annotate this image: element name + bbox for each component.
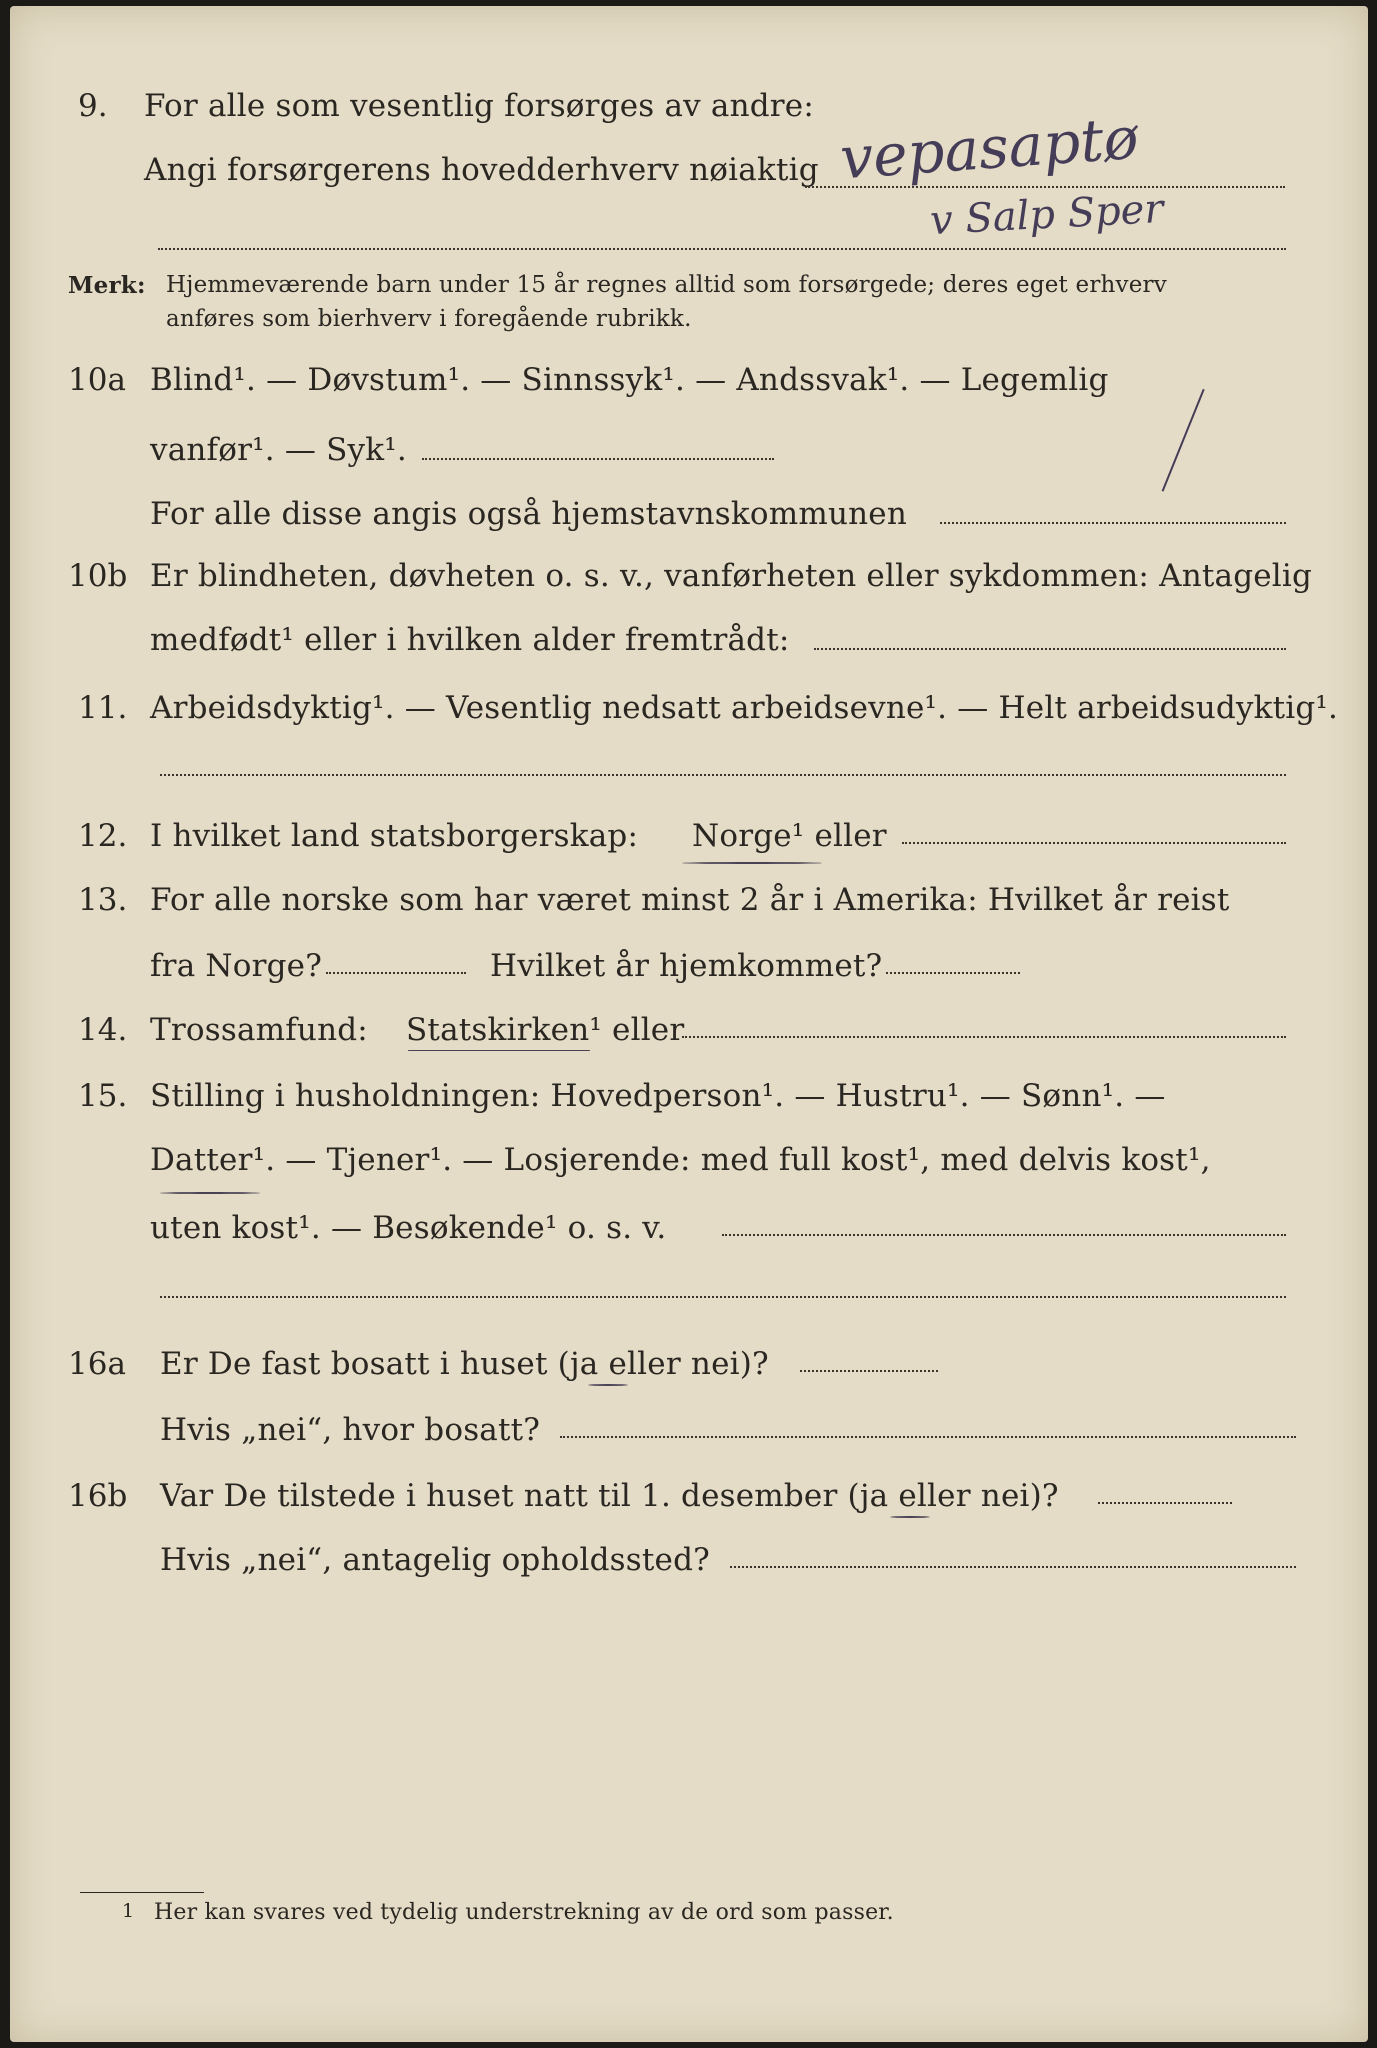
q11-answer-line[interactable] — [160, 774, 1286, 776]
q12-norge-option[interactable]: Norge¹ eller — [692, 818, 887, 854]
q9-number: 9. — [78, 88, 108, 124]
q10b-number: 10b — [68, 558, 128, 594]
q15-answer-line-2[interactable] — [160, 1296, 1286, 1298]
q16b-line2: Hvis „nei“, antagelig opholdssted? — [160, 1542, 710, 1578]
q13-reist-label: fra Norge? — [150, 948, 323, 984]
q12-text: I hvilket land statsborgerskap: — [150, 818, 639, 854]
merk-label: Merk: — [68, 272, 146, 299]
q10a-syk-line[interactable] — [422, 458, 774, 460]
q10a-line2: vanfør¹. — Syk¹. — [150, 432, 407, 468]
q12-answer-line[interactable] — [902, 842, 1286, 844]
q9-answer-line-2[interactable] — [158, 248, 1286, 250]
q9-line1: For alle som vesentlig forsørges av andre: — [144, 88, 814, 124]
q14-answer-line[interactable] — [682, 1036, 1286, 1038]
q10a-pen-stroke — [1162, 389, 1209, 493]
q13-line1: For alle norske som har været minst 2 år i Amerika: Hvilket år reist — [150, 882, 1230, 918]
footnote-mark: 1 — [122, 1900, 135, 1922]
q15-number: 15. — [78, 1078, 128, 1114]
q16a-line2: Hvis „nei“, hvor bosatt? — [160, 1412, 541, 1448]
q13-hjemkommet-label: Hvilket år hjemkommet? — [490, 948, 883, 984]
q16b-ja-underline — [890, 1516, 930, 1518]
q15-answer-line[interactable] — [722, 1234, 1286, 1236]
q10a-line3: For alle disse angis også hjemstavnskommunen — [150, 496, 907, 532]
q14-statskirken-underline — [408, 1050, 590, 1051]
q15-line2: Datter¹. — Tjener¹. — Losjerende: med full kost¹, med delvis kost¹, — [150, 1142, 1211, 1178]
q15-line1: Stilling i husholdningen: Hovedperson¹. — Hustru¹. — Sønn¹. — — [150, 1078, 1166, 1114]
q12-norge-underline — [682, 862, 822, 864]
q16b-number: 16b — [68, 1478, 128, 1514]
q14-statskirken-option[interactable]: Statskirken¹ eller — [406, 1012, 685, 1048]
q13-number: 13. — [78, 882, 128, 918]
footnote-rule — [80, 1892, 204, 1893]
q13-hjemkommet-line[interactable] — [886, 972, 1020, 974]
q9-line2: Angi forsørgerens hovedderhverv nøiaktig — [144, 152, 819, 188]
q16b-answer-line[interactable] — [1098, 1502, 1232, 1504]
q14-label: Trossamfund: — [150, 1012, 368, 1048]
q16a-number: 16a — [68, 1346, 126, 1382]
q10a-hjemstavn-line[interactable] — [940, 522, 1286, 524]
q11-number: 11. — [78, 690, 128, 726]
q11-line1: Arbeidsdyktig¹. — Vesentlig nedsatt arbeidsevne¹. — Helt arbeidsudyktig¹. — [150, 690, 1339, 726]
q16a-ja-underline — [588, 1384, 628, 1386]
census-form-page — [10, 6, 1368, 2042]
q16a-line1: Er De fast bosatt i huset (ja eller nei)? — [160, 1346, 769, 1382]
q14-number: 14. — [78, 1012, 128, 1048]
q10a-line1: Blind¹. — Døvstum¹. — Sinnssyk¹. — Andssvak¹. — Legemlig — [150, 362, 1109, 398]
q10b-line2: medfødt¹ eller i hvilken alder fremtrådt: — [150, 622, 790, 658]
merk-line1: Hjemmeværende barn under 15 år regnes alltid som forsørgede; deres eget erhverv — [166, 272, 1167, 298]
footnote-text: Her kan svares ved tydelig understrekning av de ord som passer. — [154, 1900, 894, 1925]
q10a-number: 10a — [68, 362, 126, 398]
q12-number: 12. — [78, 818, 128, 854]
q9-handwritten-answer-1: vepasaptø — [837, 103, 1141, 193]
q10b-alder-line[interactable] — [814, 648, 1286, 650]
q16a-bosatt-line[interactable] — [560, 1436, 1296, 1438]
q9-handwritten-answer-2: v Salp Sper — [928, 185, 1165, 245]
q16a-answer-line[interactable] — [800, 1370, 938, 1372]
merk-line2: anføres som bierhverv i foregående rubrikk. — [166, 306, 692, 332]
q15-line3: uten kost¹. — Besøkende¹ o. s. v. — [150, 1210, 667, 1246]
q13-reist-line[interactable] — [326, 972, 466, 974]
q15-datter-underline — [160, 1192, 260, 1194]
q10b-line1: Er blindheten, døvheten o. s. v., vanførheten eller sykdommen: Antagelig — [150, 558, 1313, 594]
q16b-opholdssted-line[interactable] — [730, 1566, 1296, 1568]
q16b-line1: Var De tilstede i huset natt til 1. desember (ja eller nei)? — [160, 1478, 1059, 1514]
